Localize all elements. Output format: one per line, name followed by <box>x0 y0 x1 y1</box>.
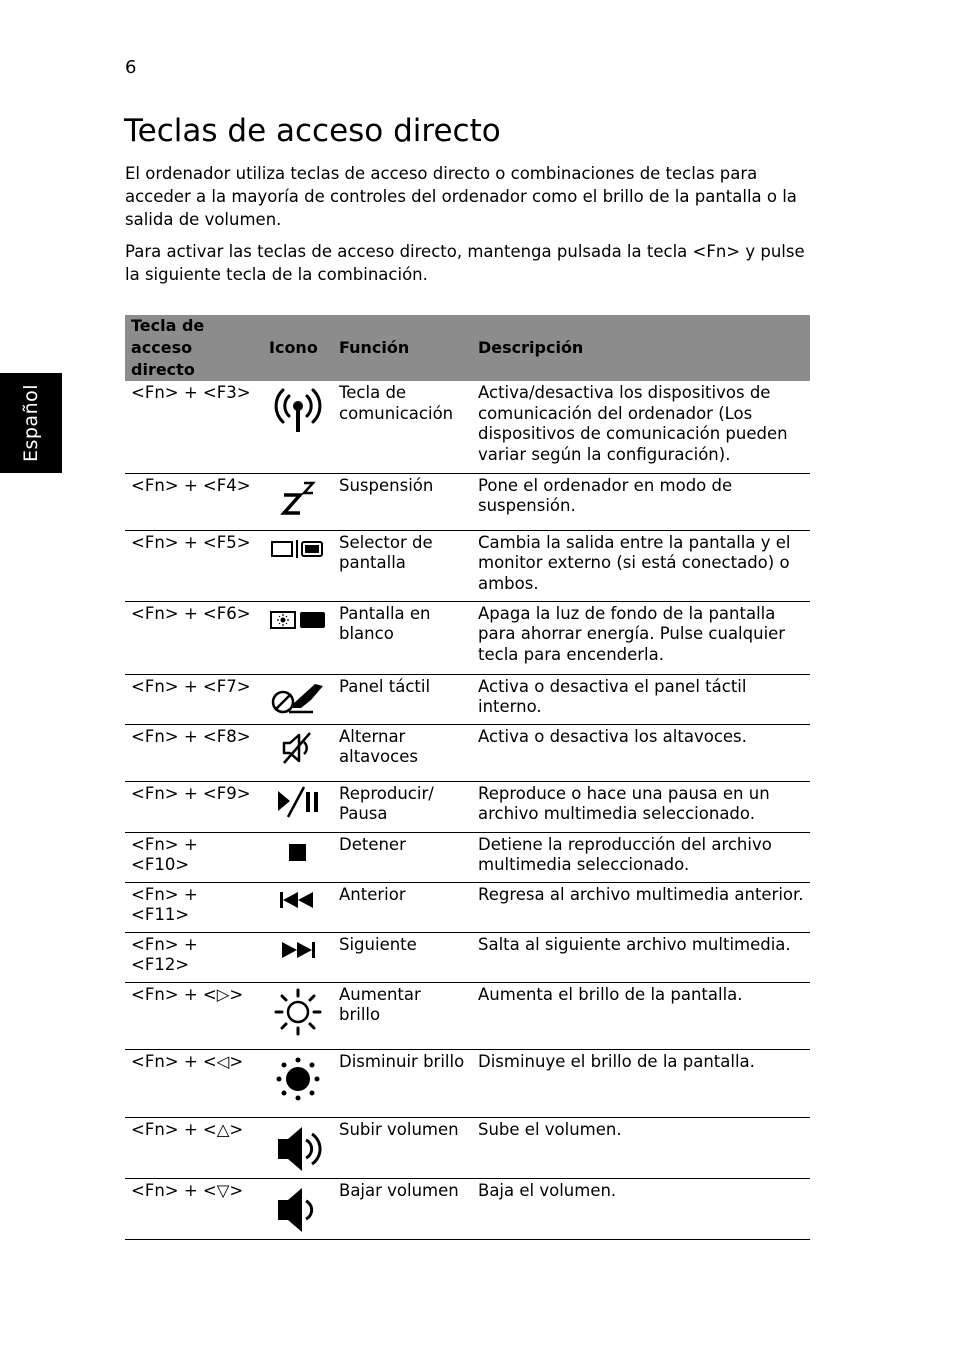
function-cell: Suspensión <box>333 473 472 530</box>
sleep-icon <box>263 477 333 517</box>
stop-icon <box>263 836 333 866</box>
function-cell: Detener <box>333 832 472 882</box>
table-row <box>125 1117 810 1178</box>
screen-blank-icon <box>263 605 333 635</box>
key-cell: <Fn> + <F3> <box>125 381 263 473</box>
display-toggle-icon <box>263 534 333 564</box>
table-row <box>125 601 810 674</box>
table-header-row <box>125 315 810 381</box>
next-icon <box>263 936 333 964</box>
function-cell: Alternar altavoces <box>333 724 472 781</box>
table-row <box>125 381 810 473</box>
previous-icon <box>263 886 333 914</box>
function-cell: Reproducir/ Pausa <box>333 781 472 832</box>
description-cell: Detiene la reproducción del archivo multimedia seleccionado. <box>472 832 810 882</box>
table-row <box>125 473 810 530</box>
table-row <box>125 832 810 882</box>
key-cell: <Fn> + <F12> <box>125 932 263 982</box>
function-cell: Siguiente <box>333 932 472 982</box>
key-cell: <Fn> + <F5> <box>125 530 263 601</box>
description-cell: Apaga la luz de fondo de la pantalla para ahorrar energía. Pulse cualquier tecla para encenderla. <box>472 601 810 674</box>
key-cell: <Fn> + <F9> <box>125 781 263 832</box>
key-cell: <Fn> + <F6> <box>125 601 263 674</box>
table-row <box>125 674 810 724</box>
function-cell: Anterior <box>333 882 472 932</box>
header-icon: Icono <box>263 315 333 381</box>
table-row <box>125 1049 810 1117</box>
function-cell: Subir volumen <box>333 1117 472 1178</box>
function-cell: Aumentar brillo <box>333 982 472 1049</box>
touchpad-toggle-icon <box>263 678 333 716</box>
header-key: Tecla de acceso directo <box>125 315 263 381</box>
header-description: Descripción <box>472 315 810 381</box>
description-cell: Sube el volumen. <box>472 1117 810 1178</box>
intro-paragraph-1: El ordenador utiliza teclas de acceso directo o combinaciones de teclas para acceder a la mayoría de controles del ordenador como el brillo de la pantalla o la salida de volumen. <box>125 164 797 229</box>
description-cell: Activa o desactiva los altavoces. <box>472 724 810 781</box>
function-cell: Disminuir brillo <box>333 1049 472 1117</box>
table-row <box>125 724 810 781</box>
volume-down-icon <box>263 1182 333 1236</box>
table-row <box>125 1178 810 1239</box>
page-title: Teclas de acceso directo <box>124 113 501 149</box>
key-cell: <Fn> + <▷> <box>125 982 263 1049</box>
key-cell: <Fn> + <F11> <box>125 882 263 932</box>
table-row <box>125 530 810 601</box>
key-cell: <Fn> + <F10> <box>125 832 263 882</box>
key-cell: <Fn> + <▽> <box>125 1178 263 1239</box>
table-row <box>125 882 810 932</box>
header-function: Función <box>333 315 472 381</box>
language-tab-label: Español <box>20 383 42 463</box>
table-row <box>125 932 810 982</box>
description-cell: Disminuye el brillo de la pantalla. <box>472 1049 810 1117</box>
description-cell: Activa/desactiva los dispositivos de comunicación del ordenador (Los dispositivos de comunicación pueden variar según la configuración). <box>472 381 810 473</box>
key-cell: <Fn> + <F7> <box>125 674 263 724</box>
intro-paragraph-2: Para activar las teclas de acceso directo, mantenga pulsada la tecla <Fn> y pulse la siguiente tecla de la combinación. <box>125 242 805 284</box>
description-cell: Baja el volumen. <box>472 1178 810 1239</box>
function-cell: Selector de pantalla <box>333 530 472 601</box>
description-cell: Activa o desactiva el panel táctil interno. <box>472 674 810 724</box>
description-cell: Cambia la salida entre la pantalla y el monitor externo (si está conectado) o ambos. <box>472 530 810 601</box>
description-cell: Pone el ordenador en modo de suspensión. <box>472 473 810 530</box>
description-cell: Aumenta el brillo de la pantalla. <box>472 982 810 1049</box>
description-cell: Reproduce o hace una pausa en un archivo multimedia seleccionado. <box>472 781 810 832</box>
key-cell: <Fn> + <△> <box>125 1117 263 1178</box>
key-cell: <Fn> + <F4> <box>125 473 263 530</box>
description-cell: Salta al siguiente archivo multimedia. <box>472 932 810 982</box>
brightness-down-icon <box>263 1053 333 1105</box>
key-cell: <Fn> + <F8> <box>125 724 263 781</box>
function-cell: Pantalla en blanco <box>333 601 472 674</box>
volume-up-icon <box>263 1121 333 1175</box>
function-cell: Bajar volumen <box>333 1178 472 1239</box>
play-pause-icon <box>263 785 333 819</box>
table-row <box>125 781 810 832</box>
key-cell: <Fn> + <◁> <box>125 1049 263 1117</box>
function-cell: Tecla de comunicación <box>333 381 472 473</box>
page-number: 6 <box>125 57 137 78</box>
speaker-toggle-icon <box>263 728 333 768</box>
hotkey-table <box>125 315 810 1240</box>
brightness-up-icon <box>263 986 333 1038</box>
description-cell: Regresa al archivo multimedia anterior. <box>472 882 810 932</box>
wireless-icon <box>263 384 333 438</box>
table-row <box>125 982 810 1049</box>
function-cell: Panel táctil <box>333 674 472 724</box>
language-tab <box>0 373 62 473</box>
